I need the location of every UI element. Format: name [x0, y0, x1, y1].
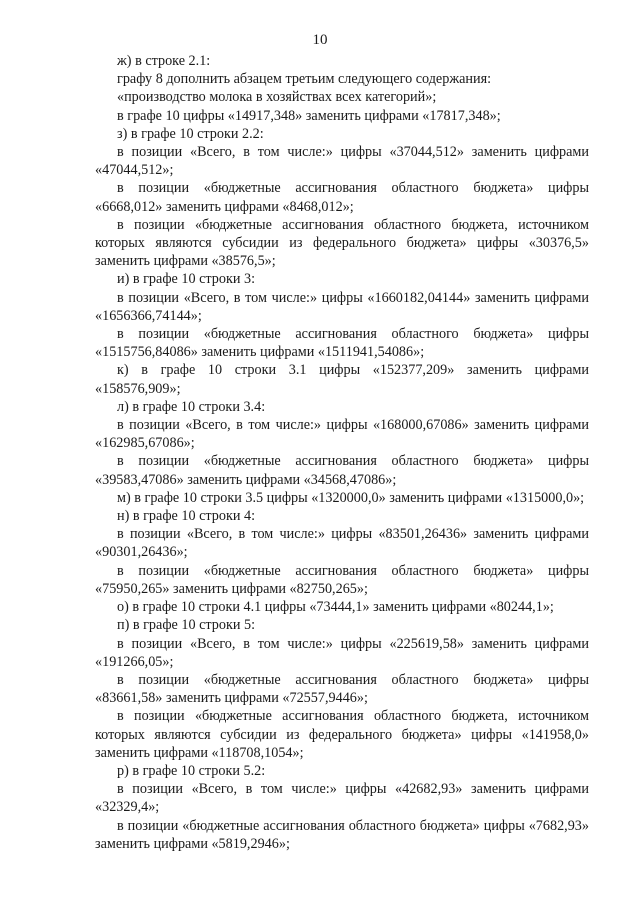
paragraph: в позиции «Всего, в том числе:» цифры «37044,512» заменить цифрами «47044,512»;	[95, 144, 589, 179]
paragraph: в графе 10 цифры «14917,348» заменить цифрами «17817,348»;	[117, 107, 501, 124]
paragraph: в позиции «бюджетные ассигнования областного бюджета» цифры «83661,58» заменить цифрами «72557,9446»;	[95, 671, 589, 707]
paragraph: м) в графе 10 строки 3.5 цифры «1320000,0» заменить цифрами «1315000,0»;	[117, 489, 585, 506]
paragraph: в позиции «бюджетные ассигнования областного бюджета, источником которых являются субсидии из федерального бюджета» цифры «30376,5» заменить цифрами «38576,5»;	[95, 216, 589, 270]
paragraph: л) в графе 10 строки 3.4:	[117, 398, 266, 415]
paragraph: о) в графе 10 строки 4.1 цифры «73444,1» заменить цифрами «80244,1»;	[117, 599, 554, 616]
paragraph: графу 8 дополнить абзацем третьим следующего содержания:	[117, 71, 492, 88]
paragraph: в позиции «Всего, в том числе:» цифры «83501,26436» заменить цифрами «90301,26436»;	[95, 526, 589, 561]
document-body	[95, 52, 589, 853]
paragraph: в позиции «Всего, в том числе:» цифры «1660182,04144» заменить цифрами «1656366,74144»;	[95, 289, 589, 324]
paragraph: в позиции «бюджетные ассигнования областного бюджета» цифры «1515756,84086» заменить цифрами «1511941,54086»;	[95, 326, 589, 361]
paragraph: н) в графе 10 строки 4:	[117, 508, 256, 525]
paragraph: з) в графе 10 строки 2.2:	[117, 125, 264, 142]
paragraph: р) в графе 10 строки 5.2:	[117, 762, 266, 779]
paragraph: п) в графе 10 строки 5:	[117, 617, 256, 634]
paragraph: в позиции «Всего, в том числе:» цифры «168000,67086» заменить цифрами «162985,67086»;	[95, 417, 589, 452]
paragraph: к) в графе 10 строки 3.1 цифры «152377,209» заменить цифрами «158576,909»;	[95, 362, 589, 397]
paragraph: в позиции «бюджетные ассигнования областного бюджета» цифры «6668,012» заменить цифрами «8468,012»;	[95, 180, 589, 215]
paragraph: «производство молока в хозяйствах всех категорий»;	[117, 89, 437, 106]
paragraph: в позиции «Всего, в том числе:» цифры «225619,58» заменить цифрами «191266,05»;	[95, 635, 589, 670]
paragraph: в позиции «бюджетные ассигнования областного бюджета» цифры «7682,93» заменить цифрами «5819,2946»;	[95, 817, 589, 852]
paragraph: и) в графе 10 строки 3:	[117, 271, 256, 288]
paragraph: в позиции «бюджетные ассигнования областного бюджета, источником которых являются субсидии из федерального бюджета» цифры «141958,0» заменить цифрами «118708,1054»;	[95, 708, 589, 761]
paragraph: ж) в строке 2.1:	[117, 53, 211, 69]
paragraph: в позиции «Всего, в том числе:» цифры «42682,93» заменить цифрами «32329,4»;	[95, 781, 589, 816]
paragraph: в позиции «бюджетные ассигнования областного бюджета» цифры «75950,265» заменить цифрами «82750,265»;	[95, 562, 589, 597]
page-number: 10	[312, 32, 328, 48]
paragraph: в позиции «бюджетные ассигнования областного бюджета» цифры «39583,47086» заменить цифрами «34568,47086»;	[95, 453, 589, 488]
